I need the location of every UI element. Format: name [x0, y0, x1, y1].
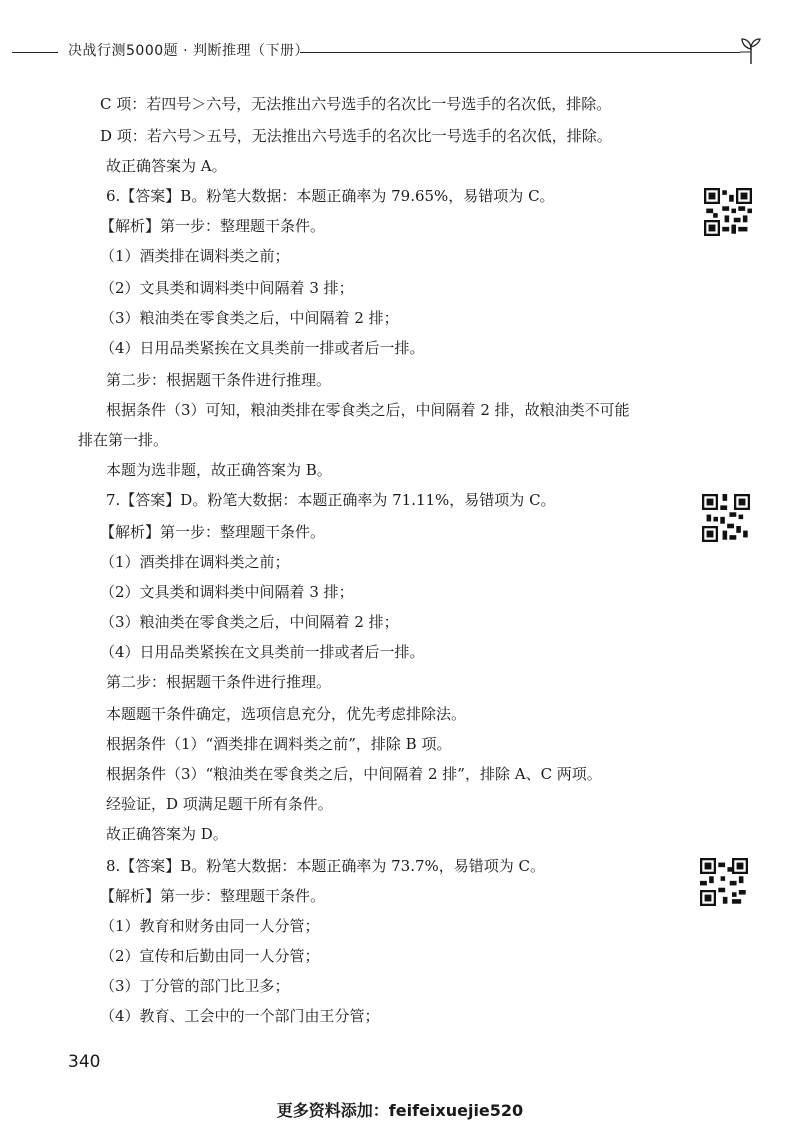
text-line: C 项：若四号＞六号，无法推出六号选手的名次比一号选手的名次低，排除。 [100, 95, 612, 113]
header-rule-left [12, 52, 58, 53]
condition-line: （3）丁分管的部门比卫多； [100, 977, 290, 995]
text-line: 故正确答案为 A。 [106, 157, 227, 175]
condition-line: （2）宣传和后勤由同一人分管； [100, 947, 320, 965]
condition-line: （2）文具类和调料类中间隔着 3 排； [100, 583, 354, 601]
qr-code[interactable] [700, 858, 748, 906]
condition-line: （2）文具类和调料类中间隔着 3 排； [100, 279, 354, 297]
text-line: 根据条件（3）“粮油类在零食类之后，中间隔着 2 排”，排除 A、C 两项。 [106, 765, 602, 783]
qr-code[interactable] [702, 494, 750, 542]
condition-line: （4）教育、工会中的一个部门由王分管； [100, 1007, 380, 1025]
condition-line: （1）教育和财务由同一人分管； [100, 917, 320, 935]
footer-note: 更多资料添加：feifeixuejie520 [276, 1101, 524, 1120]
step-line: 第二步：根据题干条件进行推理。 [106, 371, 332, 389]
answer-line: 6.【答案】B。粉笔大数据：本题正确率为 79.65%，易错项为 C。 [106, 187, 555, 205]
condition-line: （4）日用品类紧挨在文具类前一排或者后一排。 [100, 643, 425, 661]
answer-line: 7.【答案】D。粉笔大数据：本题正确率为 71.11%，易错项为 C。 [106, 491, 556, 509]
condition-line: （3）粮油类在零食类之后，中间隔着 2 排； [100, 613, 399, 631]
header-rule-right [300, 52, 740, 53]
text-line: 排在第一排。 [78, 431, 169, 449]
text-line: 经验证，D 项满足题干所有条件。 [106, 795, 333, 813]
sprout-icon [736, 36, 766, 66]
condition-line: （3）粮油类在零食类之后，中间隔着 2 排； [100, 309, 399, 327]
answer-line: 8.【答案】B。粉笔大数据：本题正确率为 73.7%，易错项为 C。 [106, 857, 546, 875]
step-line: 第二步：根据题干条件进行推理。 [106, 673, 332, 691]
analysis-heading: 【解析】第一步：整理题干条件。 [100, 217, 326, 235]
text-line: 故正确答案为 D。 [106, 825, 228, 843]
condition-line: （4）日用品类紧挨在文具类前一排或者后一排。 [100, 339, 425, 357]
page-number: 340 [68, 1052, 101, 1072]
book-title: 决战行测5000题 · 判断推理（下册） [68, 43, 309, 59]
text-line: 根据条件（1）“酒类排在调料类之前”，排除 B 项。 [106, 735, 452, 753]
condition-line: （1）酒类排在调料类之前； [100, 553, 290, 571]
text-line: D 项：若六号＞五号，无法推出六号选手的名次比一号选手的名次低，排除。 [100, 127, 612, 145]
text-line: 本题为选非题，故正确答案为 B。 [106, 461, 332, 479]
analysis-heading: 【解析】第一步：整理题干条件。 [100, 523, 326, 541]
qr-code[interactable] [704, 188, 752, 236]
text-line: 根据条件（3）可知，粮油类排在零食类之后，中间隔着 2 排，故粮油类不可能 [106, 401, 630, 419]
analysis-heading: 【解析】第一步：整理题干条件。 [100, 887, 326, 905]
condition-line: （1）酒类排在调料类之前； [100, 247, 290, 265]
text-line: 本题题干条件确定，选项信息充分，优先考虑排除法。 [106, 705, 467, 723]
running-header [0, 36, 800, 66]
